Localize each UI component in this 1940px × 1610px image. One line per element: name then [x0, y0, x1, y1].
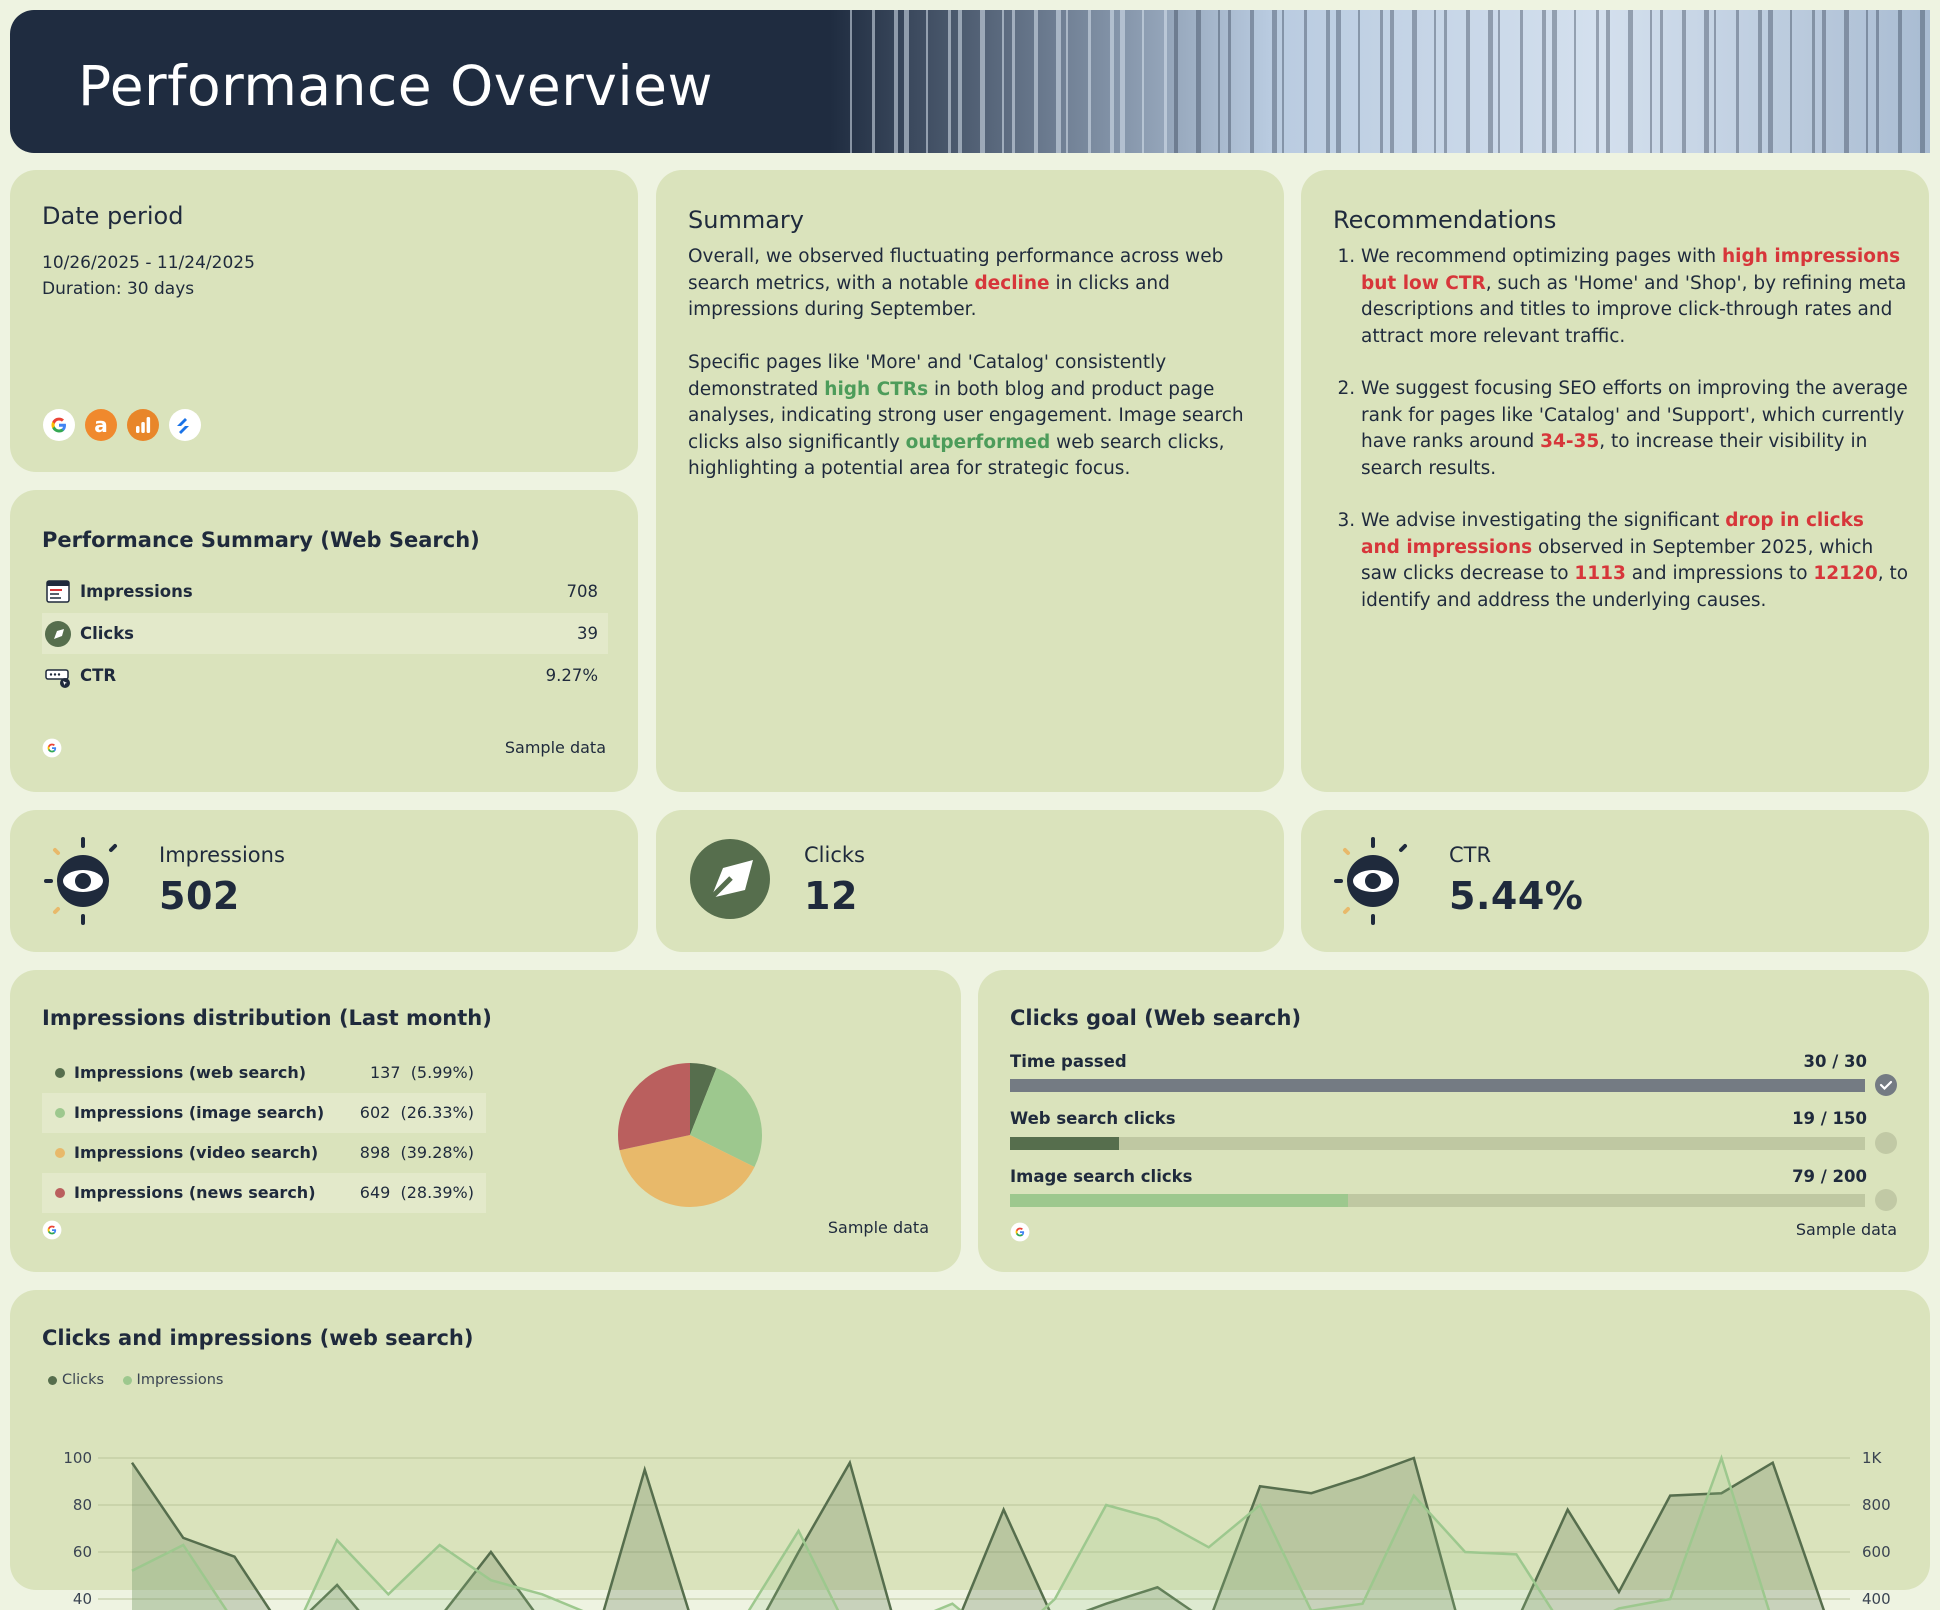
header-stripe: [1714, 10, 1716, 153]
header-stripe: [894, 10, 898, 153]
row-label: Impressions: [80, 582, 193, 601]
text: in both blog and product page analyses, indicating strong user engagement. Image search clicks also significantly: [688, 378, 1244, 453]
legend-label: Clicks: [62, 1372, 105, 1388]
goal-value: 30 / 30: [1803, 1052, 1867, 1071]
row-value: 9.27%: [545, 666, 598, 685]
text: in clicks and impressions during September.: [688, 272, 1170, 320]
recommendations-title: Recommendations: [1333, 206, 1557, 234]
text: and impressions to: [1625, 563, 1814, 584]
legend-dot: [55, 1068, 65, 1078]
chart-title: Clicks and impressions (web search): [42, 1326, 474, 1350]
status-dot: [1875, 1189, 1897, 1211]
text: , to increase their visibility in search results.: [1361, 431, 1868, 479]
row-label: CTR: [80, 666, 117, 685]
y-tick-label: 40: [72, 1590, 92, 1608]
list-item: [42, 1093, 486, 1133]
header-stripe: [872, 10, 875, 153]
header-stripe: [1920, 10, 1925, 153]
highlight: high impressions but low CTR: [1361, 246, 1901, 294]
header-stripe: [1250, 10, 1254, 153]
header-stripe: [948, 10, 951, 153]
header-stripe: [958, 10, 962, 153]
legend-dot: [55, 1148, 65, 1158]
header-stripe: [1066, 10, 1068, 153]
legend-dot: [55, 1108, 65, 1118]
header-stripe: [1336, 10, 1341, 153]
impressions-icon: [44, 578, 72, 606]
header-stripe: [1034, 10, 1038, 153]
kpi-label: CTR: [1449, 843, 1492, 867]
row-value: 708: [566, 582, 598, 601]
kpi-clicks-card: [656, 810, 1284, 952]
header-stripe: [1088, 10, 1091, 153]
item-label: Impressions (image search): [74, 1103, 325, 1122]
legend-label: Impressions: [136, 1372, 224, 1388]
google-icon: [42, 1220, 62, 1240]
progress-fill: [1010, 1137, 1119, 1150]
pct: (28.39%): [400, 1183, 474, 1202]
recommendations-list: [1361, 244, 1909, 614]
header-stripe: [1704, 10, 1709, 153]
legend-item-impressions[interactable]: [123, 1372, 224, 1388]
value: 137: [369, 1063, 401, 1082]
header-stripe: [1488, 10, 1493, 153]
y2-tick-label: 1K: [1862, 1449, 1882, 1467]
source-note: Sample data: [1795, 1220, 1897, 1239]
semrush-icon[interactable]: [168, 408, 202, 442]
header-stripe: [1412, 10, 1417, 153]
header-stripe: [1822, 10, 1826, 153]
highlight: decline: [974, 272, 1050, 294]
ctr-icon: [44, 662, 72, 690]
header-stripe: [1650, 10, 1652, 153]
text: Specific pages like 'More' and 'Catalog' consistently demonstrated: [688, 352, 1167, 400]
list-item: [1361, 508, 1909, 614]
kpi-ctr-card: [1301, 810, 1929, 952]
distribution-pie-chart: [610, 1055, 770, 1215]
item-value: [360, 1143, 474, 1162]
kpi-value: 12: [804, 874, 858, 918]
kpi-label: Clicks: [804, 843, 865, 867]
highlight: drop in clicks and impressions: [1361, 510, 1864, 558]
text: We recommend optimizing pages with: [1361, 246, 1722, 267]
kpi-value: 5.44%: [1449, 874, 1584, 918]
header-stripe: [850, 10, 852, 153]
item-value: [360, 1183, 474, 1202]
page-title: Performance Overview: [78, 54, 713, 118]
header-stripe: [1056, 10, 1061, 153]
goal-value: 79 / 200: [1792, 1167, 1867, 1186]
header-stripe: [1466, 10, 1470, 153]
date-period-card: [10, 170, 638, 472]
highlight: outperformed: [905, 431, 1051, 453]
pie-slice[interactable]: [618, 1063, 690, 1150]
y2-tick-label: 800: [1862, 1496, 1891, 1514]
clicks-impressions-chart-card: [10, 1290, 1930, 1608]
source-icons: [42, 408, 242, 442]
list-item: [1361, 244, 1909, 350]
header-stripe: [1768, 10, 1773, 153]
cursor-arrow-icon: [689, 838, 771, 920]
header-stripe: [1876, 10, 1879, 153]
progress-fill: [1010, 1079, 1865, 1092]
goal-label: Image search clicks: [1010, 1167, 1193, 1186]
list-item: [1361, 376, 1909, 482]
table-row: [42, 571, 608, 612]
pct: (39.28%): [400, 1143, 474, 1162]
header-stripe: [1358, 10, 1360, 153]
source-note: Sample data: [504, 738, 606, 757]
pct: (26.33%): [400, 1103, 474, 1122]
text: web search clicks, highlighting a potential area for strategic focus.: [688, 431, 1225, 479]
header-stripe: [1174, 10, 1178, 153]
eye-icon: [43, 836, 123, 926]
table-row: [42, 655, 608, 696]
header-stripe: [1898, 10, 1902, 153]
header-stripe: [1552, 10, 1557, 153]
y-tick-label: 100: [63, 1449, 92, 1467]
header-banner: [10, 10, 1930, 153]
header-stripe: [926, 10, 928, 153]
header-stripe: [1682, 10, 1686, 153]
header-stripe: [1390, 10, 1394, 153]
value: 602: [359, 1103, 391, 1122]
header-stripe: [1758, 10, 1762, 153]
header-stripe: [1844, 10, 1849, 153]
text: observed in September 2025, which saw clicks decrease to: [1361, 536, 1874, 584]
header-stripe: [1218, 10, 1220, 153]
header-stripe: [1120, 10, 1125, 153]
performance-summary-title: Performance Summary (Web Search): [42, 528, 480, 552]
row-value: 39: [577, 624, 598, 643]
progress-bar: [1010, 1194, 1865, 1207]
text: We suggest focusing SEO efforts on improving the average rank for pages like 'Catalog' and 'Support', which currently have ranks around: [1361, 378, 1908, 452]
kpi-label: Impressions: [159, 843, 285, 867]
y2-tick-label: 400: [1862, 1590, 1891, 1608]
text: We advise investigating the significant: [1361, 510, 1726, 531]
header-stripe: [904, 10, 909, 153]
y-tick-label: 60: [72, 1543, 92, 1561]
summary-card: [656, 170, 1284, 792]
highlight: 12120: [1813, 563, 1878, 584]
header-stripe: [1164, 10, 1167, 153]
progress-bar: [1010, 1079, 1865, 1092]
header-stripe: [1434, 10, 1436, 153]
y2-tick-label: 600: [1862, 1543, 1891, 1561]
clicks-goal-title: Clicks goal (Web search): [1010, 1006, 1302, 1030]
row-label: Clicks: [80, 624, 134, 643]
progress-fill: [1010, 1194, 1348, 1207]
text: Overall, we observed fluctuating performance across web search metrics, with a notable: [688, 246, 1224, 294]
clicks-goal-card: [978, 970, 1929, 1272]
clicks-impressions-area-chart: [10, 1410, 1930, 1610]
header-stripe: [1282, 10, 1284, 153]
header-stripe: [1866, 10, 1868, 153]
header-stripe: [1790, 10, 1792, 153]
header-stripe: [1606, 10, 1610, 153]
header-stripe: [1574, 10, 1576, 153]
chart-legend: [48, 1372, 223, 1388]
kpi-impressions-card: [10, 810, 638, 952]
date-period-title: Date period: [42, 202, 184, 230]
item-label: Impressions (web search): [74, 1063, 307, 1082]
header-stripe: [1542, 10, 1546, 153]
header-stripe: [1628, 10, 1633, 153]
header-stripe: [1660, 10, 1663, 153]
svg-text:a: a: [94, 413, 108, 437]
list-item: [42, 1053, 486, 1093]
source-note: Sample data: [827, 1218, 929, 1237]
check-icon: [1875, 1074, 1897, 1096]
duration: Duration: 30 days: [42, 279, 195, 299]
header-stripe: [1304, 10, 1307, 153]
impressions-distribution-card: [10, 970, 961, 1272]
ahrefs-icon[interactable]: [84, 408, 118, 442]
item-label: Impressions (video search): [74, 1143, 319, 1162]
status-dot: [1875, 1132, 1897, 1154]
clicks-icon: [44, 620, 72, 648]
value: 649: [359, 1183, 391, 1202]
header-stripe: [1596, 10, 1599, 153]
table-row: [42, 613, 608, 654]
text: , to identify and address the underlying causes.: [1361, 563, 1909, 611]
progress-bar: [1010, 1137, 1865, 1150]
pct: (5.99%): [410, 1063, 474, 1082]
performance-summary-card: [10, 490, 638, 792]
recommendations-card: [1301, 170, 1929, 792]
header-stripe: [1196, 10, 1201, 153]
list-item: [42, 1133, 486, 1173]
google-icon: [42, 738, 62, 758]
summary-paragraph-1: [688, 244, 1258, 324]
value: 898: [359, 1143, 391, 1162]
header-stripe: [1380, 10, 1383, 153]
summary-title: Summary: [688, 206, 804, 234]
kpi-value: 502: [159, 874, 240, 918]
header-stripe: [1520, 10, 1523, 153]
header-stripe: [980, 10, 985, 153]
series-area-clicks: [132, 1458, 1824, 1610]
legend-dot: [55, 1188, 65, 1198]
eye-icon: [1333, 836, 1413, 926]
header-stripe: [1736, 10, 1739, 153]
item-label: Impressions (news search): [74, 1183, 316, 1202]
analytics-icon[interactable]: [126, 408, 160, 442]
highlight: high CTRs: [824, 378, 929, 400]
date-range: 10/26/2025 - 11/24/2025: [42, 253, 255, 273]
summary-paragraph-2: [688, 350, 1258, 483]
item-value: [370, 1063, 474, 1082]
legend-item-clicks[interactable]: [48, 1372, 104, 1388]
header-stripe: [1812, 10, 1815, 153]
item-value: [360, 1103, 474, 1122]
google-icon: [1010, 1222, 1030, 1242]
header-stripe: [1444, 10, 1447, 153]
header-stripe: [1498, 10, 1500, 153]
header-decoration: [830, 10, 1930, 153]
header-stripe: [1110, 10, 1114, 153]
text: , such as 'Home' and 'Shop', by refining meta descriptions and titles to improve click-through rates and attract more relevant traffic.: [1361, 272, 1907, 347]
header-stripe: [1142, 10, 1144, 153]
header-stripe: [1272, 10, 1277, 153]
goal-label: Web search clicks: [1010, 1109, 1176, 1128]
y-tick-label: 80: [72, 1496, 92, 1514]
google-icon[interactable]: [42, 408, 76, 442]
header-stripe: [1012, 10, 1015, 153]
goal-value: 19 / 150: [1792, 1109, 1867, 1128]
highlight: 34-35: [1540, 431, 1600, 452]
header-stripe: [1002, 10, 1004, 153]
header-stripe: [1228, 10, 1231, 153]
highlight: 1113: [1574, 563, 1626, 584]
header-stripe: [1326, 10, 1330, 153]
distribution-title: Impressions distribution (Last month): [42, 1006, 492, 1030]
list-item: [42, 1173, 486, 1213]
goal-label: Time passed: [1010, 1052, 1127, 1071]
